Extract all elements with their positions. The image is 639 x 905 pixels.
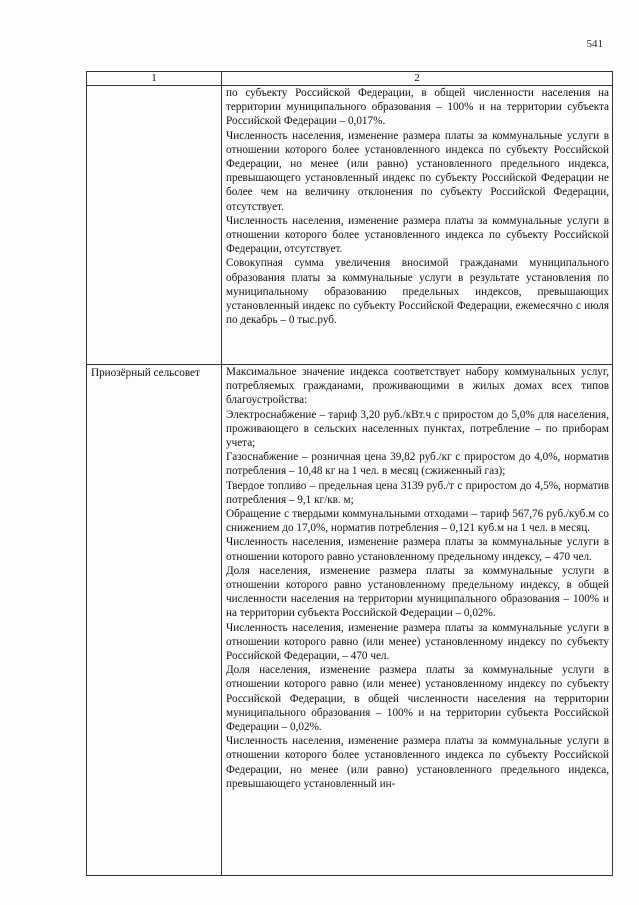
description-cell <box>222 86 613 365</box>
table-row <box>87 365 613 876</box>
paragraph: Газоснабжение – розничная цена 39,82 руб./кг с приростом до 4,0%, норматив потребления – 10,48 кг на 1 чел. в месяц (сжиженный газ); <box>226 451 609 478</box>
paragraph: Численность населения, изменение размера платы за коммунальные услуги в отношении которого более установленного индекса по субъекту Российской Федерации, но менее (или равно) установленного предельного индекса, превышающего установленный индекс по субъекту Российской Федерации не более чем на величину отклонения по субъекту Российской Федерации, отсутствует. <box>226 129 609 213</box>
description-cell <box>222 365 613 876</box>
page-number: 541 <box>586 38 603 50</box>
column-header-1: 1 <box>87 72 222 86</box>
paragraph: по субъекту Российской Федерации, в общей численности населения на территории муниципального образования – 100% и на территории субъекта Российской Федерации – 0,017%. <box>226 87 609 128</box>
paragraph: Электроснабжение – тариф 3,20 руб./кВт.ч с приростом до 5,0% для населения, проживающего в сельских населенных пунктах, потребление – по приборам учета; <box>226 408 609 450</box>
paragraph: Доля населения, изменение размера платы за коммунальные услуги в отношении которого равно установленному предельному индексу, в общей численности населения на территории муниципального образования – 100% и на территории субъекта Российской Федерации – 0,02%. <box>226 564 609 620</box>
data-table <box>86 71 613 876</box>
paragraph: Обращение с твердыми коммунальными отходами – тариф 567,76 руб./куб.м со снижением до 17,0%, норматив потребления – 0,121 куб.м на 1 чел. в месяц. <box>226 508 609 535</box>
paragraph: Максимальное значение индекса соответствует набору коммунальных услуг, потребляемых гражданами, проживающими в жилых домах всех типов благоустройства: <box>226 366 609 407</box>
table-header-row <box>87 72 613 86</box>
region-cell: Приозёрный сельсовет <box>87 365 222 876</box>
paragraph: Численность населения, изменение размера платы за коммунальные услуги в отношении которого более установленного индекса по субъекту Российской Федерации, но менее (или равно) установленного предельного индекса, превышающего установленный ин- <box>226 735 609 790</box>
table-row <box>87 86 613 365</box>
paragraph: Численность населения, изменение размера платы за коммунальные услуги в отношении которого более установленного индекса по субъекту Российской Федерации, отсутствует. <box>226 214 609 256</box>
region-cell <box>87 86 222 365</box>
paragraph: Численность населения, изменение размера платы за коммунальные услуги в отношении которого равно (или менее) установленному индексу по субъекту Российской Федерации, – 470 чел. <box>226 621 609 663</box>
paragraph: Численность населения, изменение размера платы за коммунальные услуги в отношении которого равно установленному предельному индексу, – 470 чел. <box>226 536 609 563</box>
paragraph: Твердое топливо – предельная цена 3139 руб./т с приростом до 4,5%, норматив потребления – 9,1 кг/кв. м; <box>226 479 609 506</box>
paragraph: Совокупная сумма увеличения вносимой гражданами муниципального образования платы за коммунальные услуги в результате установления по муниципальному образованию предельных индексов, превышающих установленный индекс по субъекту Российской Федерации, ежемесячно с июля по декабрь – 0 тыс.руб. <box>226 257 609 327</box>
column-header-2: 2 <box>222 72 613 86</box>
paragraph: Доля населения, изменение размера платы за коммунальные услуги в отношении которого равно (или менее) установленному индексу по субъекту Российской Федерации, в общей численности населения на территории муниципального образования – 100% и на территории субъекта Российской Федерации – 0,02%. <box>226 664 609 734</box>
